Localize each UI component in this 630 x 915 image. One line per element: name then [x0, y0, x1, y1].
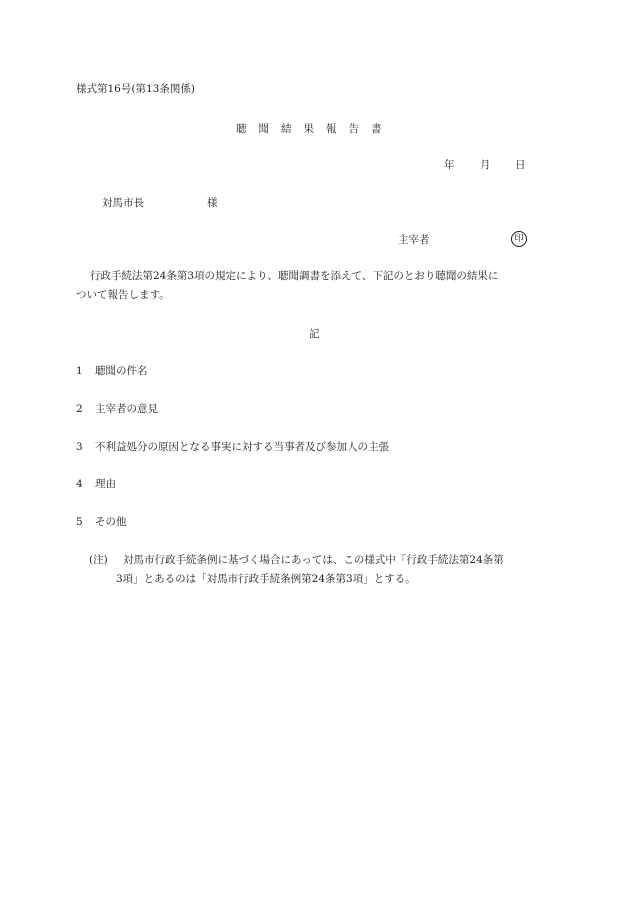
ki-heading: 記 [309, 328, 320, 340]
date-day: 日 [515, 159, 526, 171]
seal-icon: 印 [511, 231, 527, 247]
addressee-name: 対馬市長 [102, 197, 144, 209]
body-text-line-2: ついて報告します。 [76, 289, 170, 301]
addressee-honorific: 様 [207, 197, 218, 209]
item-5-number: 5 [76, 516, 83, 528]
presider-label: 主宰者 [398, 234, 430, 246]
item-4-number: 4 [76, 478, 83, 490]
note-line-1: 対馬市行政手続条例に基づく場合にあっては、この様式中「行政手続法第24条第 [123, 554, 504, 566]
note-label: (注) [89, 554, 108, 566]
item-2-text: 主宰者の意見 [95, 403, 158, 415]
date-year: 年 [444, 159, 455, 171]
note-line-2: 3項」とあるのは「対馬市行政手続条例第24条第3項」とする。 [116, 573, 416, 585]
item-1-text: 聴聞の件名 [95, 365, 148, 377]
item-4-text: 理由 [95, 478, 116, 490]
form-number: 様式第16号(第13条関係) [76, 83, 195, 95]
page-title: 聴聞結果報告書 [236, 123, 394, 135]
body-text-line-1: 行政手続法第24条第3項の規定により、聴聞調書を添えて、下記のとおり聴聞の結果に [90, 270, 499, 282]
item-1-number: 1 [76, 365, 83, 377]
item-3-text: 不利益処分の原因となる事実に対する当事者及び参加人の主張 [95, 441, 389, 453]
item-3-number: 3 [76, 441, 83, 453]
item-2-number: 2 [76, 403, 83, 415]
item-5-text: その他 [95, 516, 127, 528]
date-month: 月 [480, 159, 491, 171]
